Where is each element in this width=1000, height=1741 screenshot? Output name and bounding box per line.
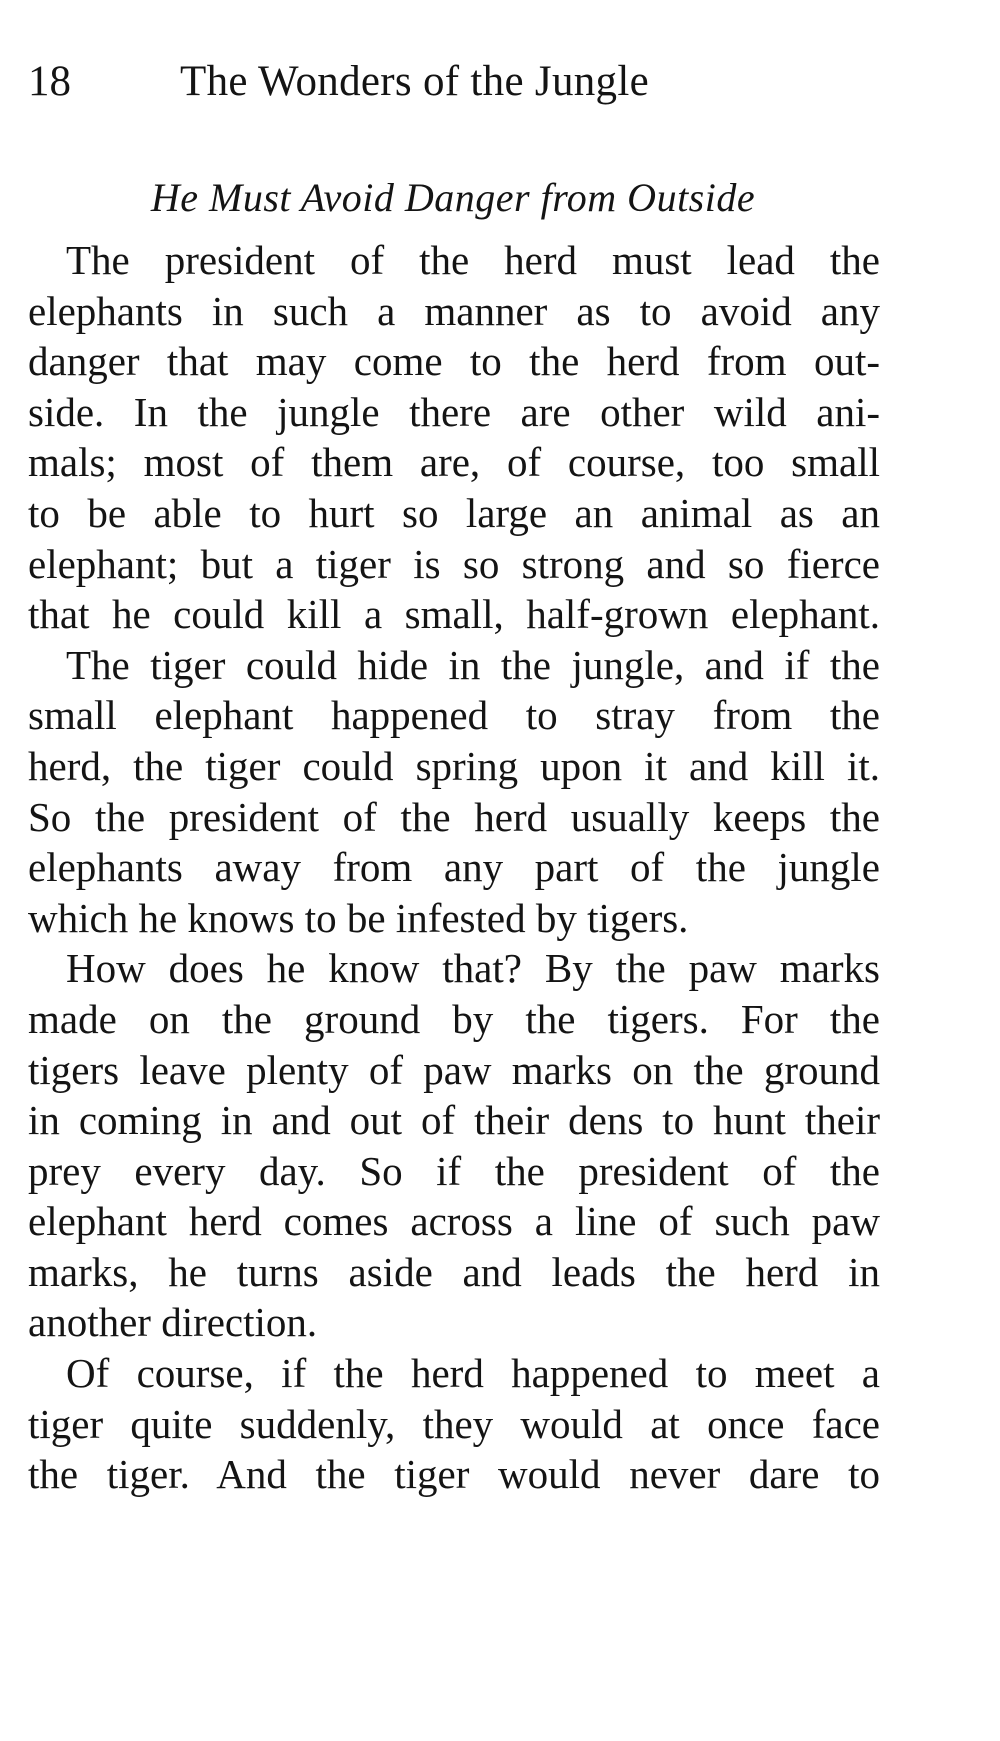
text-line: made on the ground by the tigers. For the: [28, 995, 880, 1042]
text-line: elephants in such a manner as to avoid any: [28, 287, 880, 334]
body-text: [28, 235, 880, 1500]
paragraph: [28, 1348, 880, 1500]
text-line: tiger quite suddenly, they would at once face: [28, 1400, 880, 1447]
text-line: mals; most of them are, of course, too small: [28, 439, 880, 486]
running-head: [28, 52, 878, 112]
text-line: to be able to hurt so large an animal as an: [28, 489, 880, 536]
text-line: marks, he turns aside and leads the herd in: [28, 1248, 880, 1295]
running-title: The Wonders of the Jungle: [180, 58, 649, 105]
text-line: The tiger could hide in the jungle, and if the: [66, 641, 880, 688]
text-line: prey every day. So if the president of the: [28, 1147, 880, 1194]
text-line: another direction.: [28, 1299, 318, 1346]
paragraph: [28, 640, 880, 944]
paragraph: [28, 235, 880, 640]
text-line: How does he know that? By the paw marks: [66, 945, 880, 992]
text-line: the tiger. And the tiger would never dare to: [28, 1451, 880, 1498]
paragraph: [28, 943, 880, 1348]
text-line: side. In the jungle there are other wild ani-: [28, 388, 880, 435]
text-line: Of course, if the herd happened to meet a: [66, 1350, 880, 1397]
text-line: herd, the tiger could spring upon it and kill it.: [28, 742, 880, 789]
section-heading: He Must Avoid Danger from Outside: [150, 175, 756, 220]
text-line: which he knows to be infested by tigers.: [28, 894, 689, 941]
text-line: So the president of the herd usually keeps the: [28, 793, 880, 840]
text-line: small elephant happened to stray from the: [28, 692, 880, 739]
text-line: that he could kill a small, half-grown elephant.: [28, 591, 880, 638]
text-line: The president of the herd must lead the: [66, 237, 880, 283]
text-line: elephant herd comes across a line of such paw: [28, 1198, 880, 1245]
text-line: tigers leave plenty of paw marks on the ground: [28, 1046, 880, 1093]
page-number: 18: [28, 58, 71, 105]
text-line: elephant; but a tiger is so strong and so fierce: [28, 540, 880, 587]
text-line: in coming in and out of their dens to hunt their: [28, 1097, 880, 1144]
text-line: elephants away from any part of the jungle: [28, 844, 880, 891]
text-line: danger that may come to the herd from out-: [28, 338, 880, 385]
